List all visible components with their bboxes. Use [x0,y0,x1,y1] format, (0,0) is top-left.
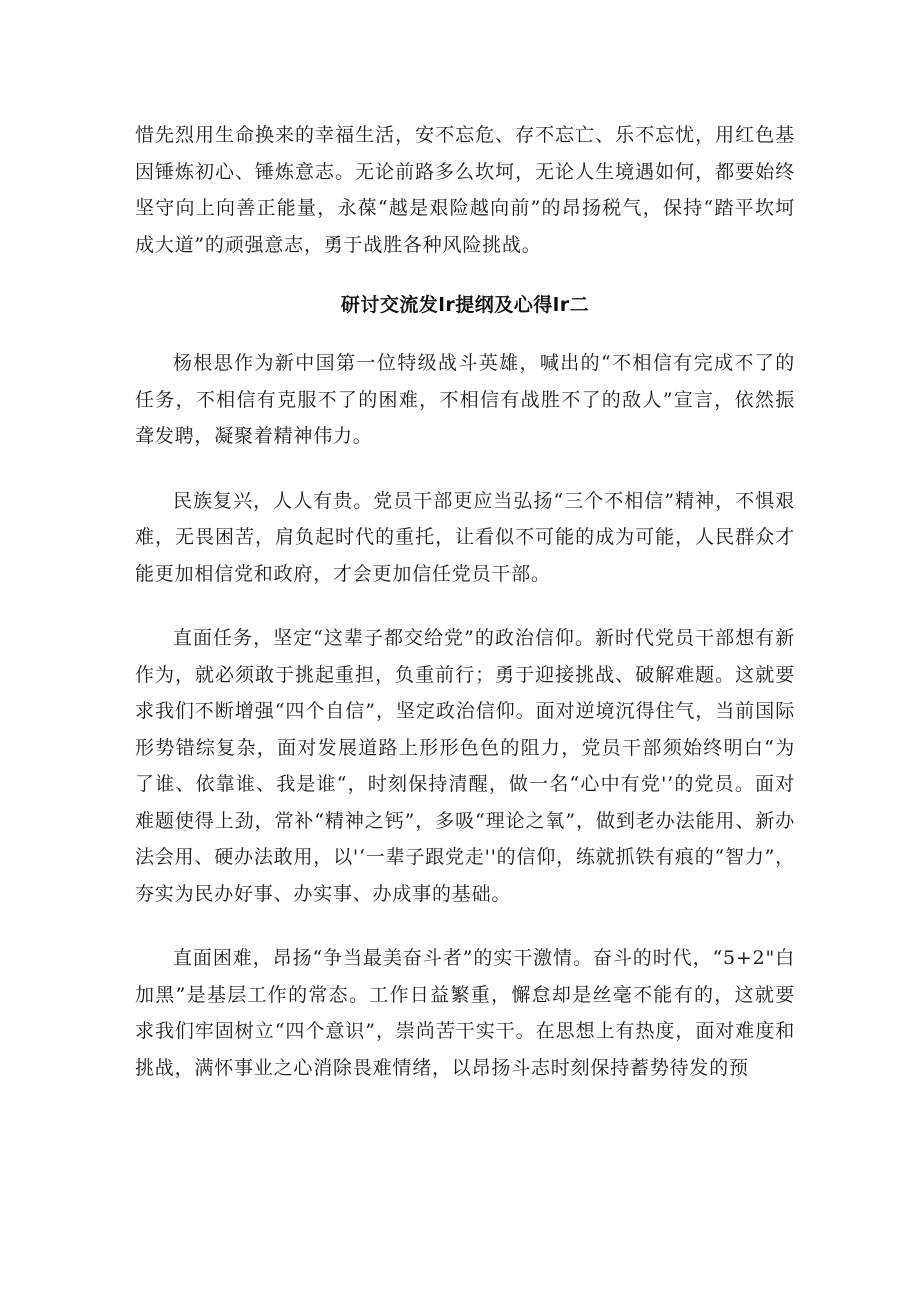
paragraph-face-difficulties: 直面困难，昂扬“争当最美奋斗者”的实干激情。奋斗的时代，“5+2"白加黑”是基层工作的常态。工作日益繁重，懈怠却是丝毫不能有的，这就要求我们牢固树立“四个意识”，崇尚苦干实干。在思想上有热度，面对难度和挑战，满怀事业之心消除畏难情绪，以昂扬斗志时刻保持蓄势待发的预 [135,947,795,1079]
section-heading: 研讨交流发lr提纲及心得lr二 [340,294,590,316]
paragraph-face-tasks: 直面任务，坚定“这辈子都交给党”的政治信仰。新时代党员干部想有新作为，就必须敢于挑起重担，负重前行；勇于迎接挑战、破解难题。这就要求我们不断增强“四个自信”，坚定政治信仰。面对逆境沉得住气，当前国际形势错综复杂，面对发展道路上形形色色的阻力，党员干部须始终明白“为了谁、依靠谁、我是谁“，时刻保持清醒，做一名“心中有党'’的党员。面对难题使得上劲，常补“精神之钙”，多吸“理论之氧”，做到老办法能用、新办法会用、硬办法敢用，以'‘一辈子跟党走''的信仰，练就抓铁有痕的“智力”，夯实为民办好事、办实事、办成事的基础。 [135,627,795,905]
paragraph-yang-gensi: 杨根思作为新中国第一位特级战斗英雄，喊出的“不相信有完成不了的任务，不相信有克服不了的困难，不相信有战胜不了的敌人”宣言，依然振聋发聘，凝聚着精神伟力。 [135,352,795,447]
paragraph-continued: 惜先烈用生命换来的幸福生活，安不忘危、存不忘亡、乐不忘忧，用红色基因锤炼初心、锤炼意志。无论前路多么坎坷，无论人生境遇如何，都要始终坚守向上向善正能量，永葆“越是艰险越向前”的昂扬税气，保持“踏平坎坷成大道”的顽强意志，勇于战胜各种风险挑战。 [135,124,795,256]
document-body [135,117,795,1086]
paragraph-national-rejuvenation: 民族复兴，人人有贵。党员干部更应当弘扬“三个不相信”精神，不惧艰难，无畏困苦，肩负起时代的重托，让看似不可能的成为可能，人民群众才能更加相信党和政府，才会更加信任党员干部。 [135,489,795,585]
